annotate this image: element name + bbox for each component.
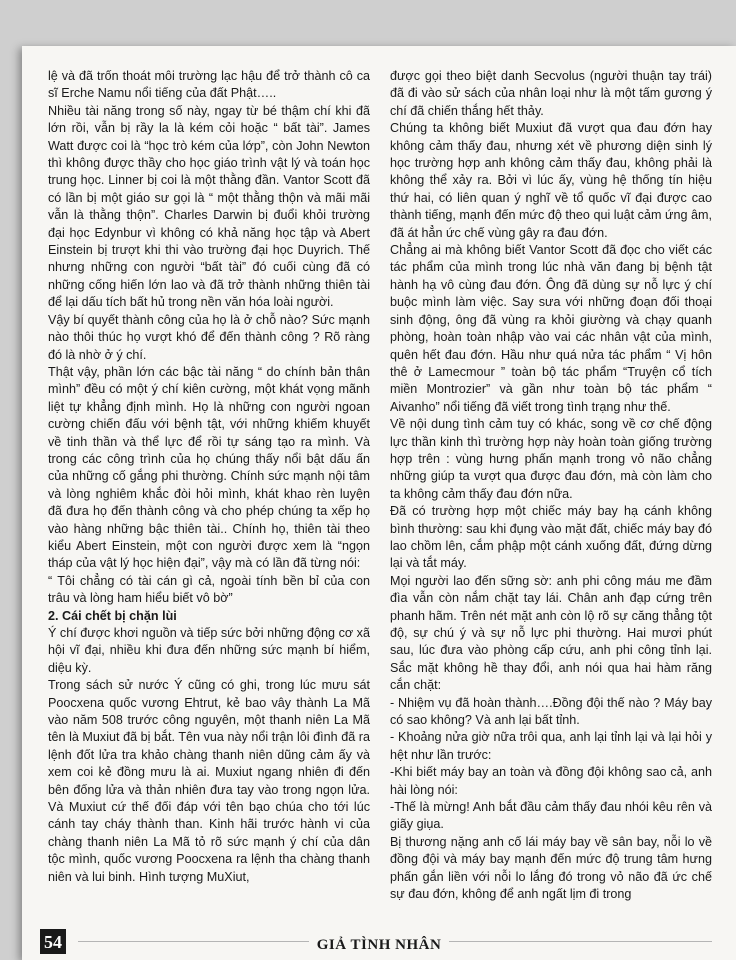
paragraph: lệ và đã trốn thoát môi trường lạc hậu để trở thành cô ca sĩ Erche Namu nổi tiếng của đất Phật….. <box>48 69 370 101</box>
section-heading: 2. Cái chết bị chặn lùi <box>48 608 177 623</box>
left-column <box>48 68 370 886</box>
paragraph: Đã có trường hợp một chiếc máy bay hạ cánh không bình thường: sau khi đụng vào mặt đất, chiếc máy bay đó lao chồm lên, cắm phập một cánh xuống đất, đứng dừng lại và tắt máy. <box>390 504 712 571</box>
paragraph: - Nhiệm vụ đã hoàn thành….Đồng đội thế nào ? Máy bay có sao không? Và anh lại bất tỉnh. <box>390 695 712 728</box>
paragraph: Ý chí được khơi nguồn và tiếp sức bởi những động cơ xã hội vĩ đại, nhiều khi đưa đến những sức mạnh bí hiểm, diệu kỳ. <box>48 626 370 675</box>
paragraph: được gọi theo biệt danh Secvolus (người thuận tay trái) đã đi vào sử sách của nhân loại như là một tấm gương ý chí đã chiến thắng hết thảy. <box>390 69 712 118</box>
right-column <box>390 68 712 904</box>
paragraph: Thật vậy, phần lớn các bậc tài năng “ do chính bản thân mình” đều có một ý chí kiên cường, một khát vọng mãnh liệt tự khẳng định mình. Họ là những con người ngoan cường chiến đấu với bệnh tật, với những khiếm khuyết về tinh thần và thể lực để rồi tự sáng tạo ra mình. Và trong các công trình của họ chúng thấy nổi bật dấu ấn của những cố gắng phi thường. Chính sức mạnh nội tâm và lòng nghiêm khắc đòi hỏi mình, khát khao rèn luyện đã đưa họ đến thành công và cho phép chúng ta xếp họ vào hàng những bậc thiên tài.. Chính họ, thiên tài theo kiểu Abert Einstein, một con người được xem là “ngọn tháp của vật lý học hiện đại”, vậy mà có lần đã từng nói: <box>48 364 370 571</box>
paragraph: -Khi biết máy bay an toàn và đồng đội không sao cả, anh hài lòng nói: <box>390 765 712 797</box>
paragraph: - Khoảng nửa giờ nữa trôi qua, anh lại tỉnh lại và lại hỏi y hệt như lần trước: <box>390 730 712 762</box>
paragraph: Chẳng ai mà không biết Vantor Scott đã đọc cho viết các tác phẩm của mình trong lúc nhà văn đang bị bệnh tật hành hạ vô cùng đau đớn. Ông đã dùng sự nỗ lực ý chí buộc mình làm việc. Say sưa với những đoạn đối thoại sinh động, ông đã vùng ra khỏi giường và chạy quanh phòng, hoàn toàn nhập vào vai các nhân vật của mình, quên hết đau đớn. Hầu như quá nửa tác phẩm “ Vị hôn thê ở Lamecmour ” toàn bộ tác phẩm “Truyện cổ tích miền Montrozier” và gần như toàn bộ tác phẩm “ Aivanho” nổi tiếng đã viết trong tình trạng như thế. <box>390 243 712 414</box>
page-footer <box>22 920 736 960</box>
paragraph: Chúng ta không biết Muxiut đã vượt qua đau đớn hay không cảm thấy đau, nhưng xét về phương diện sinh lý học trường hợp anh không cảm thấy đau, không phải là không thể xảy ra. Bởi vì lúc ấy, vùng hệ thống tín hiệu thứ hai, có liên quan ý nghĩ về tổ quốc vĩ đại được cao thành tiếng, mạnh đến mức độ theo qui luật cảm ứng âm, đã át hẳn ức chế vùng gây ra đau đớn. <box>390 121 712 240</box>
paragraph: “ Tôi chẳng có tài cán gì cả, ngoài tính bền bỉ của con trâu và lòng ham hiểu biết vô bờ” <box>48 573 370 606</box>
paragraph: Mọi người lao đến sững sờ: anh phi công máu me đầm đìa vẫn còn nắm chặt tay lái. Chân anh đạp cứng trên phanh hãm. Trên nét mặt anh còn lộ rõ sự căng thẳng tột độ, sự chú ý và sự nỗ lực phi thường. Hai mươi phút sau, lúc đưa vào phòng cấp cứu, anh phi công tỉnh lại. Sắc mặt không hề thay đổi, anh nói qua hai hàm răng cắn chặt: <box>390 573 712 693</box>
magazine-page <box>22 46 736 960</box>
magazine-title-wrap <box>22 937 736 954</box>
paragraph: Trong sách sử nước Ý cũng có ghi, trong lúc mưu sát Poocxena quốc vương Ehtrut, kẻ bao vây thành La Mã vào năm 508 trước công nguyên, một thanh niên La Mã tên là Muxiut đã bị bắt. Tên vua này nổi trận lôi đình đã ra lệnh đốt lửa tra khảo chàng thanh niên dũng cảm ấy và xem coi kẻ đồng mưu là ai. Muxiut ngang nhiên đi đến bên đống lửa và thản nhiên đưa tay vào trong ngọn lửa. Và Muxiut cứ thế đối đáp với tên bạo chúa cho tới lúc cánh tay cháy thành than. Kinh hãi trước hành vi của chàng thanh niên La Mã tỏ rõ sức mạnh ý chí của dân tộc mình, quốc vương Poocxena ra lệnh tha chàng thanh niên và lui binh. Hình tượng MuXiut, <box>48 678 370 884</box>
paragraph: Nhiều tài năng trong số này, ngay từ bé thậm chí khi đã lớn rồi, vẫn bị rầy la là kém cỏi hoặc “ bất tài”. James Watt được coi là “học trò kém của lớp”, còn John Newton thì không được thầy cho học giáo trình vật lý và toán học trung học. Linner bị coi là một thằng đần. Vantor Scott đã có lần bị một giáo sư gọi là “ một thằng thộn và mãi mãi vẫn là thằng thộn”. Charles Darwin bị đuổi khỏi trường đại học Edynbur vì không có khả năng học tập và Abert Einstein bị trượt khi thi vào trường đại học Duyrich. Thế nhưng những con người “bất tài” đó cuối cùng đã có những cống hiến lớn lao và đã trở thành những thiên tài để lại dấu tích bất hủ trong nền văn hóa loài người. <box>48 103 370 310</box>
page-number: 54 <box>40 929 66 954</box>
paragraph: -Thế là mừng! Anh bắt đầu cảm thấy đau nhói kêu rên và giãy giụa. <box>390 800 712 832</box>
paragraph: Bị thương nặng anh cố lái máy bay về sân bay, nỗi lo về đồng đội và máy bay mạnh đến mức độ trung tâm hưng phấn gắn liền với nỗi lo lắng đó trong vỏ não đã ức chế sự đau đớn, không để anh ngất lịm đi trong <box>390 834 712 902</box>
paragraph: Về nội dung tình cảm tuy có khác, song về cơ chế động lực thần kinh thì trường hợp này hoàn toàn giống trường hợp trên : vùng hưng phấn mạnh trong vỏ não chẳng những giúp ta vượt qua được đau đớn, mà còn làm cho ta không cảm thấy đau đớn nữa. <box>390 417 712 501</box>
paragraph: Vậy bí quyết thành công của họ là ở chỗ nào? Sức mạnh nào thôi thúc họ vượt khó để đến thành công ? Rõ ràng đó là nhờ ở ý chí. <box>48 312 370 362</box>
magazine-title: GIẢ TÌNH NHÂN <box>309 937 450 953</box>
